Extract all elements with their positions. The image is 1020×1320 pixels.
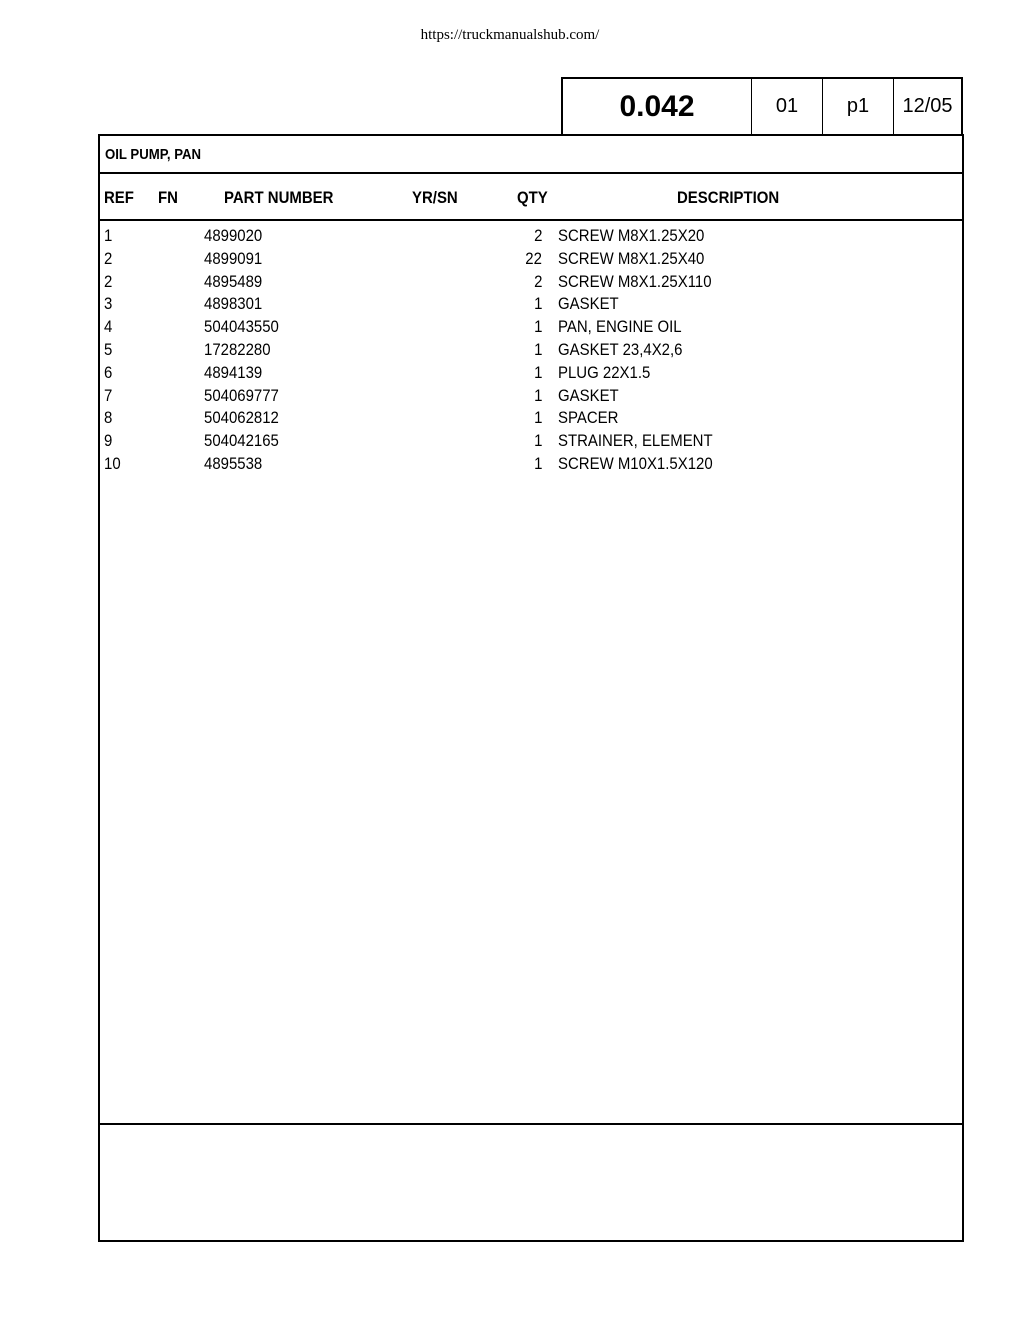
cell-description: GASKET 23,4X2,6 bbox=[558, 339, 683, 359]
cell-qty: 2 bbox=[533, 271, 542, 291]
col-description: DESCRIPTION bbox=[677, 188, 780, 207]
cell-ref: 7 bbox=[104, 385, 113, 405]
table-row bbox=[100, 386, 962, 409]
table-row bbox=[100, 317, 962, 340]
cell-qty: 1 bbox=[533, 317, 542, 337]
table-row bbox=[100, 454, 962, 477]
parts-table-frame bbox=[98, 134, 964, 1242]
column-header-row bbox=[100, 174, 962, 221]
section-title: OIL PUMP, PAN bbox=[105, 145, 202, 163]
cell-description: SCREW M8X1.25X40 bbox=[558, 248, 705, 268]
cell-qty: 1 bbox=[533, 408, 542, 428]
cell-part-number: 504069777 bbox=[204, 385, 279, 405]
header-box bbox=[561, 77, 963, 134]
cell-ref: 5 bbox=[104, 339, 113, 359]
cell-ref: 3 bbox=[104, 294, 113, 314]
cell-ref: 1 bbox=[104, 226, 113, 245]
cell-ref: 9 bbox=[104, 431, 113, 451]
cell-description: PLUG 22X1.5 bbox=[558, 362, 651, 382]
table-row bbox=[100, 294, 962, 317]
cell-part-number: 504042165 bbox=[204, 431, 279, 451]
table-row bbox=[100, 272, 962, 295]
cell-part-number: 504062812 bbox=[204, 408, 279, 428]
cell-description: SCREW M10X1.5X120 bbox=[558, 453, 713, 473]
table-row bbox=[100, 363, 962, 386]
parts-rows bbox=[100, 226, 962, 477]
col-part-number: PART NUMBER bbox=[224, 188, 334, 207]
table-row bbox=[100, 431, 962, 454]
section-number: 0.042 bbox=[563, 79, 752, 134]
cell-description: SCREW M8X1.25X110 bbox=[558, 271, 712, 291]
cell-ref: 4 bbox=[104, 317, 113, 337]
cell-part-number: 4899020 bbox=[204, 226, 263, 245]
revision-date: 12/05 bbox=[902, 95, 953, 117]
cell-description: SPACER bbox=[558, 408, 619, 428]
col-ref: REF bbox=[104, 188, 134, 207]
section-code: 01 bbox=[752, 79, 823, 134]
cell-description: GASKET bbox=[558, 385, 619, 405]
cell-description: SCREW M8X1.25X20 bbox=[558, 226, 705, 245]
cell-qty: 2 bbox=[533, 226, 542, 245]
cell-qty: 1 bbox=[533, 362, 542, 382]
cell-ref: 2 bbox=[104, 271, 113, 291]
footer-divider bbox=[100, 1123, 962, 1126]
cell-part-number: 17282280 bbox=[204, 339, 271, 359]
cell-qty: 1 bbox=[533, 294, 542, 314]
cell-ref: 6 bbox=[104, 362, 113, 382]
col-qty: QTY bbox=[517, 188, 548, 207]
cell-description: PAN, ENGINE OIL bbox=[558, 317, 682, 337]
cell-qty: 22 bbox=[525, 248, 542, 268]
cell-part-number: 4895489 bbox=[204, 271, 263, 291]
cell-qty: 1 bbox=[533, 385, 542, 405]
cell-part-number: 4898301 bbox=[204, 294, 263, 314]
table-row bbox=[100, 249, 962, 272]
cell-description: STRAINER, ELEMENT bbox=[558, 431, 713, 451]
cell-qty: 1 bbox=[533, 431, 542, 451]
table-row bbox=[100, 408, 962, 431]
cell-qty: 1 bbox=[533, 339, 542, 359]
cell-part-number: 504043550 bbox=[204, 317, 279, 337]
cell-part-number: 4894139 bbox=[204, 362, 263, 382]
section-title-row bbox=[100, 136, 962, 174]
col-fn: FN bbox=[158, 188, 178, 207]
col-yr-sn: YR/SN bbox=[412, 188, 458, 207]
source-url: https://truckmanualshub.com/ bbox=[420, 27, 600, 43]
table-row bbox=[100, 340, 962, 363]
cell-ref: 8 bbox=[104, 408, 113, 428]
cell-ref: 2 bbox=[104, 248, 113, 268]
cell-qty: 1 bbox=[533, 453, 542, 473]
page-label: p1 bbox=[823, 79, 894, 134]
cell-part-number: 4895538 bbox=[204, 453, 263, 473]
cell-part-number: 4899091 bbox=[204, 248, 263, 268]
cell-ref: 10 bbox=[104, 453, 121, 473]
table-row bbox=[100, 226, 962, 249]
cell-description: GASKET bbox=[558, 294, 619, 314]
